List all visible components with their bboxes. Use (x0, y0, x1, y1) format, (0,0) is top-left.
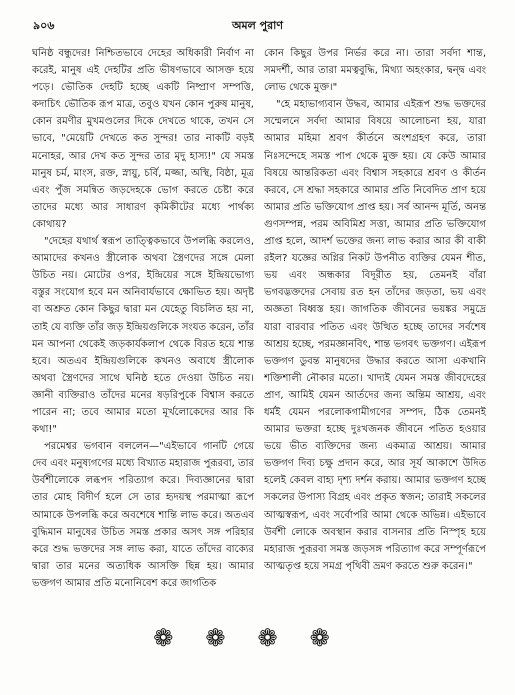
paragraph: ঘনিষ্ঠ বন্ধুদের! নিশ্চিতভাবে দেহের অধিকারী নির্বাণ না করেই, মানুষ এই দেহটির প্রতি ভীষণভাবে আসক্ত হয়ে পড়ে। ভৌতিক দেহটি হচ্ছে একটি নিষ্প্রাণ সম্পত্তি, কদাচিৎ ভৌতিক রূপ মাত্র, তবুও যখন কোন পুরুষ মানুষ, কোন রমণীর মুখমণ্ডলের দিকে দেখতে থাকে, তখন সে ভাবে, "মেয়েটি দেখতে কত সুন্দর! তার নাকটি বড়ই মনোহর, আর দেখ কত সুন্দর তার মৃদু হাস্য!" যে সমস্ত মানুষ চর্ম, মাংস, রক্ত, স্নায়ু, চর্বি, মজ্জা, অস্থি, বিষ্ঠা, মূত্র এবং পুঁজ সমন্বিত জড়দেহকে ভোগ করতে চেষ্টা করে তাদের মধ্যে আর সাধারণ কৃমিকীটের মধ্যে পার্থক্য কোথায়? (32, 48, 254, 230)
paragraph: কোন কিছুর উপর নির্ভর করে না। তারা সর্বদা শান্ত, সমদর্শী, আর তারা মমত্ববুদ্ধি, মিথ্যা অহংকার, দ্বন্দ্ব এবং লোভ থেকে মুক্ত।" (264, 48, 486, 94)
running-title: অমল পুরাণ (231, 19, 284, 32)
paragraph: পরমেশ্বর ভগবান বললেন—"এইভাবে গানটি গেয়ে দেব এবং মনুষ্যগণের মধ্যে বিখ্যাত মহারাজ পুরূরবা, তার উর্বশীলোকে লব্ধপদ পরিত্যাগ করে। দিব্যজ্ঞানের দ্বারা তার মোহ বিদীর্ণ হলে সে তার হৃদয়স্থ পরমাত্মা রূপে আমাকে উপলব্ধি করে অবশেষে শান্তি লাভ করে। অতএব বুদ্ধিমান মানুষের উচিত সমস্ত প্রকার অসৎ সঙ্গ পরিহার করে শুদ্ধ ভক্তদের সঙ্গ লাভ করা, যাতে তাঁদের বাক্যের দ্বারা তার মনের অত্যধিক আসক্তি ছিন্ন হয়। আমার ভক্তগণ আমার প্রতি মনোনিবেশ করে জাগতিক (32, 441, 254, 589)
paragraph: "হে মহাভাগ্যবান উদ্ধব, আমার এইরূপ শুদ্ধ ভক্তদের সম্মেলনে সর্বদা আমার বিষয়ে আলোচনা হয়, যারা আমার মহিমা শ্রবণ কীর্তনে অংশগ্রহণ করে, তারা নিঃসন্দেহে সমস্ত পাপ থেকে মুক্ত হয়। যে কেউ আমার বিষয়ে আন্তরিকতা এবং বিশ্বাস সহকারে শ্রবণ ও কীর্তন করবে, সে শ্রদ্ধা সহকারে আমার প্রতি নিবেদিত প্রাণ হয়ে আমার প্রতি ভক্তিযোগ প্রাপ্ত হয়। সর্ব আনন্দ মূর্তি, অনন্ত গুণসম্পন্ন, পরম অবিমিশ্র সত্তা, আমার প্রতি ভক্তিযোগ প্রাপ্ত হলে, আদর্শ ভক্তের জন্য লাভ করার আর কী বাকী রইল? যজ্ঞের অগ্নির নিকট উপনীত ব্যক্তির যেমন শীত, ভয় এবং অন্ধকার বিদূরীত হয়, তেমনই বাঁরা ভগবদ্ভক্তদের সেবায় রত হন তাঁদের জড়তা, ভয় এবং অজ্ঞতা বিধ্বস্ত হয়। জাগতিক জীবনের ভয়ঙ্কর সমুদ্রে যারা বারবার পতিত এবং উত্থিত হচ্ছে তাদের সর্বশেষ আশ্রয় হচ্ছে, পরমজ্ঞানবিৎ, শান্ত ভগবৎ ভক্তগণ। এইরূপ ভক্তগণ ডুবন্ত মানুষদের উদ্ধার করতে আসা একখানি শক্তিশালী নৌকার মতো। খাদ্যই যেমন সমস্ত জীবদেহের প্রাণ, আমিই যেমন আর্তদের জন্য অন্তিম আশ্রয়, এবং ধর্মই যেমন পরলোকগামীগণের সম্পদ, ঠিক তেমনই আমার ভক্তরা হচ্ছে দুঃখজনক জীবনে পতিত হওয়ার ভয়ে ভীত ব্যক্তিদের জন্য একমাত্র আশ্রয়। আমার ভক্তগণ দিব্য চক্ষু প্রদান করে, আর সূর্য আকাশে উদিত হলেই কেবল বাহ্য দৃশ্য দর্শন করায়। আমার ভক্তগণ হচ্ছে সকলের উপাস্য বিগ্রহ এবং প্রকৃত স্বজন; তারাই সকলের আত্মস্বরূপ, এবং সর্বোপরি আমা থেকে অভিন্ন। এইভাবে উর্বশী লোকে অবস্থান করার বাসনার প্রতি নিস্পৃহ হয়ে মহারাজ পুরূরবা সমস্ত জড়সঙ্গ পরিত্যাগ করে সম্পূর্ণরূপে আত্মতৃপ্ত হয়ে সমগ্র পৃথিবী ভ্রমণ করতে শুরু করেন।" (264, 99, 486, 572)
flower-ornament-icon: ❁❁❁❁ (153, 624, 362, 652)
right-column (264, 45, 486, 575)
page-number: ৯০৬ (33, 19, 55, 32)
paragraph: "দেহের যথার্থ স্বরূপ তাত্ত্বিকভাবে উপলব্ধি করলেও, আমাদের কখনও স্ত্রীলোক অথবা স্ত্রৈণদের সঙ্গে মেলা উচিত নয়। মোটের ওপর, ইন্দ্রিয়ের সঙ্গে ইন্দ্রিয়ভোগ্য বস্তুর সংযোগ হবে মন অনিবার্যভাবে ক্ষোভিত হয়। অদৃষ্ট বা অশ্রুত কোন কিছুর দ্বারা মন যেহেতু বিচলিত হয় না, তাই যে ব্যক্তি তাঁর জড় ইন্দ্রিয়গুলিকে সংযত করেন, তাঁর মন আপনা থেকেই জড়কার্যকলাপ থেকে বিরত হয়ে শান্ত হবে। অতএব ইন্দ্রিয়গুলিকে কখনও অবাধে স্ত্রীলোক অথবা স্ত্রৈণদের সাথে ঘনিষ্ঠ হতে দেওয়া উচিত নয়। জ্ঞানী ব্যক্তিরাও তাঁদের মনের ষড়রিপুকে বিশ্বাস করতে পারেন না; তবে আমার মতো মূর্খলোকেদের আর কি কথা!" (32, 236, 254, 436)
left-column (32, 45, 254, 592)
